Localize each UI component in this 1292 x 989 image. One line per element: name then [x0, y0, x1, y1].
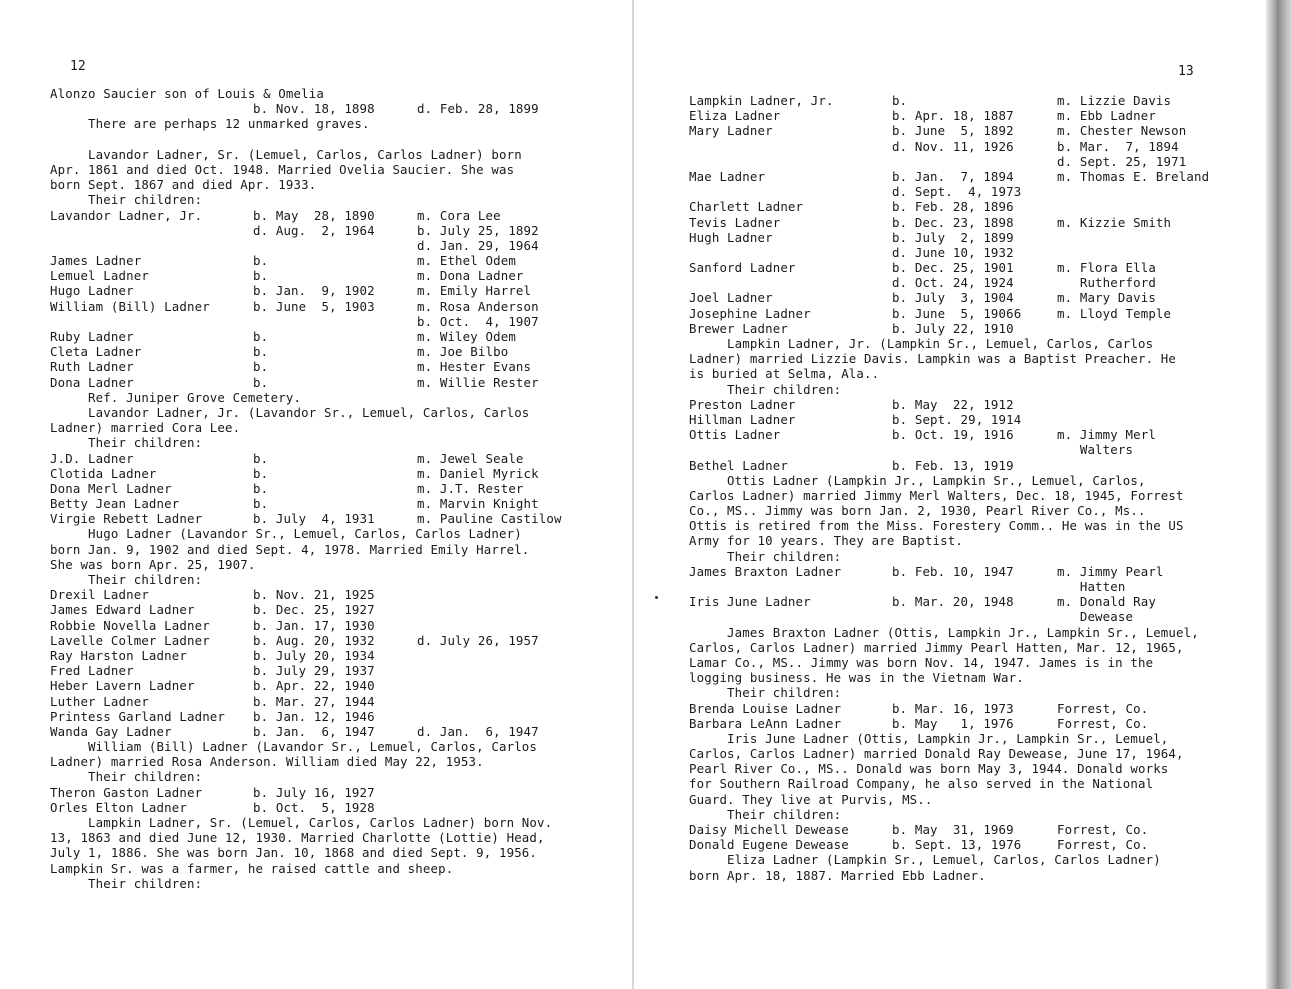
- entry-spouse: m. Cora Lee: [417, 207, 501, 223]
- entry-dates: b. July 3, 1904: [892, 290, 1014, 306]
- entry-spouse: Forrest, Co.: [1057, 837, 1149, 853]
- entry-dates: b.: [892, 93, 908, 108]
- entry-name: Their children:: [50, 192, 203, 208]
- entry-name: Joel Ladner: [689, 290, 773, 306]
- entry-name: Daisy Michell Dewease: [689, 822, 849, 837]
- text-line: [689, 685, 1259, 700]
- text-line: [50, 177, 630, 192]
- text-line: [689, 260, 1259, 275]
- entry-name: Lavandor Ladner, Jr. (Lavandor Sr., Lemuel, Carlos, Carlos: [50, 404, 530, 420]
- entry-name: Ruby Ladner: [50, 329, 134, 344]
- text-line: [689, 412, 1259, 427]
- entry-name: born Sept. 1867 and died Apr. 1933.: [50, 177, 317, 193]
- text-line: [689, 199, 1259, 214]
- text-line: [50, 815, 630, 830]
- entry-spouse: m. Thomas E. Breland: [1057, 168, 1210, 184]
- entry-name: for Southern Railroad Company, he also served in the National: [689, 776, 1154, 792]
- entry-name: Lavandor Ladner, Sr. (Lemuel, Carlos, Carlos Ladner) born: [50, 146, 522, 162]
- text-line: [50, 116, 630, 131]
- entry-name: Pearl River Co., MS.. Donald was born May 3, 1944. Donald works: [689, 761, 1169, 777]
- entry-spouse: m. Jimmy Pearl: [1057, 563, 1164, 579]
- text-line: [689, 427, 1259, 442]
- page-number: 12: [70, 59, 86, 74]
- text-line: [689, 442, 1259, 457]
- entry-name: Cleta Ladner: [50, 344, 142, 360]
- text-line: [50, 618, 630, 633]
- text-line: [50, 511, 630, 526]
- entry-dates: b. Oct. 19, 1916: [892, 427, 1014, 443]
- entry-name: Lavelle Colmer Ladner: [50, 632, 210, 648]
- text-line: [50, 542, 630, 557]
- entry-name: Bethel Ladner: [689, 457, 788, 473]
- entry-name: Ottis Ladner (Lampkin Jr., Lampkin Sr., Lemuel, Carlos,: [689, 472, 1146, 488]
- entry-name: Their children:: [689, 685, 842, 701]
- entry-spouse: m. Ebb Ladner: [1057, 108, 1156, 124]
- entry-spouse: b. July 25, 1892: [417, 222, 539, 238]
- entry-dates: b. May 31, 1969: [892, 822, 1014, 837]
- entry-dates: d. Oct. 24, 1924: [892, 275, 1014, 291]
- entry-dates: b. Jan. 17, 1930: [253, 617, 375, 633]
- entry-dates: b. Mar. 27, 1944: [253, 693, 375, 709]
- entry-name: Ottis is retired from the Miss. Forestery Comm.. He was in the US: [689, 518, 1184, 534]
- text-line: [50, 268, 630, 283]
- entry-name: Their children:: [689, 381, 842, 397]
- entry-name: Dona Merl Ladner: [50, 480, 172, 496]
- text-line: [689, 640, 1259, 655]
- text-line: [50, 739, 630, 754]
- page-gutter: [632, 0, 634, 989]
- entry-name: Lavandor Ladner, Jr.: [50, 207, 203, 223]
- entry-dates: b.: [253, 268, 269, 284]
- text-line: [50, 861, 630, 876]
- text-line: [689, 139, 1259, 154]
- entry-name: Their children:: [50, 875, 203, 891]
- entry-dates: b. Sept. 13, 1976: [892, 837, 1022, 853]
- entry-dates: b. Mar. 20, 1948: [892, 594, 1014, 610]
- entry-name: Luther Ladner: [50, 693, 149, 709]
- entry-name: James Braxton Ladner: [689, 563, 842, 579]
- entry-spouse: m. Dona Ladner: [417, 268, 524, 284]
- text-line: [50, 390, 630, 405]
- entry-name: Guard. They live at Purvis, MS..: [689, 791, 933, 807]
- text-line: [689, 154, 1259, 169]
- entry-dates: b. June 5, 1903: [253, 298, 375, 314]
- entry-spouse: m. Mary Davis: [1057, 290, 1156, 306]
- text-line: [689, 792, 1259, 807]
- text-line: [689, 169, 1259, 184]
- entry-spouse: d. July 26, 1957: [417, 632, 539, 648]
- text-line: [689, 731, 1259, 746]
- text-line: [689, 93, 1259, 108]
- entry-spouse: b. Oct. 4, 1907: [417, 313, 539, 329]
- text-line: [50, 830, 630, 845]
- right-page: [637, 0, 1265, 989]
- entry-dates: b.: [253, 374, 269, 390]
- entry-spouse: m. Chester Newson: [1057, 123, 1187, 139]
- scan-edge: [1266, 0, 1292, 989]
- text-line: [50, 344, 630, 359]
- entry-dates: b. Apr. 18, 1887: [892, 108, 1014, 124]
- left-page: [0, 0, 635, 989]
- entry-spouse: Dewease: [1057, 609, 1134, 625]
- entry-dates: b. June 5, 1892: [892, 123, 1014, 139]
- text-line: [689, 184, 1259, 199]
- entry-spouse: m. Emily Harrel: [417, 283, 532, 299]
- entry-dates: b. Jan. 12, 1946: [253, 708, 375, 724]
- entry-name: James Ladner: [50, 253, 142, 269]
- text-line: [50, 223, 630, 238]
- entry-name: Their children:: [50, 435, 203, 451]
- text-line: [50, 283, 630, 298]
- entry-spouse: m. Jimmy Merl: [1057, 427, 1156, 443]
- text-line: [50, 769, 630, 784]
- entry-name: Ruth Ladner: [50, 359, 134, 375]
- entry-name: Sanford Ladner: [689, 260, 796, 276]
- text-line: [689, 670, 1259, 685]
- entry-dates: b.: [253, 465, 269, 481]
- text-line: [50, 451, 630, 466]
- text-line: [50, 192, 630, 207]
- entry-name: Their children:: [50, 769, 203, 785]
- text-line: [50, 845, 630, 860]
- text-line: [689, 807, 1259, 822]
- entry-name: Lampkin Sr. was a farmer, he raised cattle and sheep.: [50, 860, 454, 876]
- text-line: [50, 557, 630, 572]
- text-line: [689, 473, 1259, 488]
- entry-name: Orles Elton Ladner: [50, 799, 187, 815]
- entry-name: Fred Ladner: [50, 663, 134, 679]
- text-line: [689, 701, 1259, 716]
- text-line: [689, 108, 1259, 123]
- text-line: [689, 351, 1259, 366]
- text-line: [689, 230, 1259, 245]
- entry-name: Lampkin Ladner, Jr. (Lampkin Sr., Lemuel, Carlos, Carlos: [689, 336, 1154, 351]
- entry-spouse: m. Rosa Anderson: [417, 298, 539, 314]
- entry-dates: b. Feb. 28, 1896: [892, 199, 1014, 215]
- entry-name: Iris June Ladner: [689, 594, 811, 610]
- entry-name: James Braxton Ladner (Ottis, Lampkin Jr., Lampkin Sr., Lemuel,: [689, 624, 1199, 640]
- entry-name: Lamar Co., MS.. Jimmy was born Nov. 14, 1947. James is in the: [689, 654, 1154, 670]
- entry-name: Their children:: [689, 548, 842, 564]
- entry-dates: d. Sept. 4, 1973: [892, 184, 1022, 200]
- entry-name: Betty Jean Ladner: [50, 496, 180, 512]
- text-line: [50, 101, 630, 116]
- text-line: [50, 785, 630, 800]
- text-line: [689, 625, 1259, 640]
- entry-name: Army for 10 years. They are Baptist.: [689, 533, 963, 549]
- entry-name: Heber Lavern Ladner: [50, 678, 195, 694]
- entry-spouse: m. Joe Bilbo: [417, 344, 509, 360]
- text-line: [689, 746, 1259, 761]
- entry-spouse: m. Daniel Myrick: [417, 465, 539, 481]
- entry-spouse: m. Hester Evans: [417, 359, 532, 375]
- text-line: [50, 496, 630, 511]
- entry-name: William (Bill) Ladner (Lavandor Sr., Lemuel, Carlos, Carlos: [50, 739, 538, 755]
- entry-name: July 1, 1886. She was born Jan. 10, 1868 and died Sept. 9, 1956.: [50, 845, 538, 861]
- text-line: [689, 275, 1259, 290]
- entry-name: Eliza Ladner (Lampkin Sr., Lemuel, Carlos, Carlos Ladner): [689, 852, 1161, 868]
- entry-dates: b. Dec. 23, 1898: [892, 214, 1014, 230]
- entry-dates: b. Jan. 7, 1894: [892, 168, 1014, 184]
- entry-name: Apr. 1861 and died Oct. 1948. Married Ovelia Saucier. She was: [50, 161, 515, 177]
- entry-name: Their children:: [689, 806, 842, 822]
- entry-name: Hugh Ladner: [689, 229, 773, 245]
- entry-name: Co., MS.. Jimmy was born Jan. 2, 1930, Pearl River Co., Ms..: [689, 503, 1146, 519]
- text-line: [689, 245, 1259, 260]
- entry-name: Printess Garland Ladner: [50, 708, 226, 724]
- entry-dates: b. July 4, 1931: [253, 511, 375, 527]
- entry-spouse: m. Pauline Castilow: [417, 511, 562, 527]
- entry-spouse: d. Jan. 29, 1964: [417, 237, 539, 253]
- text-line: [689, 852, 1259, 867]
- text-line: [689, 655, 1259, 670]
- text-line: [50, 359, 630, 374]
- text-line: [689, 868, 1259, 883]
- entry-dates: b. Feb. 10, 1947: [892, 563, 1014, 579]
- entry-dates: b. Jan. 6, 1947: [253, 723, 375, 739]
- entry-name: Preston Ladner: [689, 396, 796, 412]
- entry-dates: d. Aug. 2, 1964: [253, 222, 375, 238]
- entry-name: Lemuel Ladner: [50, 268, 149, 284]
- text-line: [689, 321, 1259, 336]
- text-line: [50, 481, 630, 496]
- text-line: [689, 123, 1259, 138]
- entry-name: Ladner) married Lizzie Davis. Lampkin was a Baptist Preacher. He: [689, 351, 1177, 367]
- entry-dates: b.: [253, 344, 269, 360]
- entry-name: Josephine Ladner: [689, 305, 811, 321]
- entry-name: Hugo Ladner (Lavandor Sr., Lemuel, Carlos, Carlos Ladner): [50, 526, 522, 542]
- entry-dates: b. Mar. 16, 1973: [892, 700, 1014, 716]
- entry-dates: b. May 28, 1890: [253, 207, 375, 223]
- entry-name: 13, 1863 and died June 12, 1930. Married Charlotte (Lottie) Head,: [50, 830, 545, 846]
- entry-dates: b.: [253, 450, 269, 466]
- text-line: [50, 329, 630, 344]
- entry-name: Ref. Juniper Grove Cemetery.: [50, 389, 302, 405]
- entry-name: Brenda Louise Ladner: [689, 700, 842, 716]
- text-line: [50, 405, 630, 420]
- entry-name: Carlos Ladner) married Jimmy Merl Walters, Dec. 18, 1945, Forrest: [689, 487, 1184, 503]
- entry-name: Ray Harston Ladner: [50, 647, 187, 663]
- entry-name: Wanda Gay Ladner: [50, 723, 172, 739]
- text-line: [50, 724, 630, 739]
- text-line: [50, 86, 630, 101]
- entry-dates: b.: [253, 329, 269, 344]
- text-line: [50, 678, 630, 693]
- entry-name: Theron Gaston Ladner: [50, 784, 203, 800]
- entry-spouse: Rutherford: [1057, 275, 1156, 291]
- entry-dates: b. July 2, 1899: [892, 229, 1014, 245]
- text-line: [50, 709, 630, 724]
- entry-spouse: Forrest, Co.: [1057, 715, 1149, 731]
- text-line: [50, 876, 630, 891]
- entry-name: Carlos, Carlos Ladner) married Jimmy Pearl Hatten, Mar. 12, 1965,: [689, 639, 1184, 655]
- entry-dates: b. Apr. 22, 1940: [253, 678, 375, 694]
- text-line: [689, 503, 1259, 518]
- text-line: [50, 299, 630, 314]
- entry-name: logging business. He was in the Vietnam War.: [689, 670, 1024, 686]
- entry-name: Drexil Ladner: [50, 587, 149, 603]
- text-line: [689, 458, 1259, 473]
- entry-name: Carlos, Carlos Ladner) married Donald Ray Dewease, June 17, 1964,: [689, 746, 1184, 762]
- entry-name: Virgie Rebett Ladner: [50, 511, 203, 527]
- text-line: [50, 602, 630, 617]
- entry-name: Mary Ladner: [689, 123, 773, 139]
- text-line: [50, 162, 630, 177]
- entry-name: She was born Apr. 25, 1907.: [50, 556, 256, 572]
- entry-spouse: b. Mar. 7, 1894: [1057, 138, 1179, 154]
- entry-spouse: Forrest, Co.: [1057, 822, 1149, 837]
- entry-name: William (Bill) Ladner: [50, 298, 210, 314]
- entry-dates: b. July 22, 1910: [892, 320, 1014, 336]
- entry-dates: b. Jan. 9, 1902: [253, 283, 375, 299]
- left-page-text: [50, 86, 630, 891]
- text-line: [50, 663, 630, 678]
- entry-name: J.D. Ladner: [50, 450, 134, 466]
- text-line: [50, 694, 630, 709]
- entry-spouse: d. Jan. 6, 1947: [417, 723, 539, 739]
- entry-name: Barbara LeAnn Ladner: [689, 715, 842, 731]
- entry-dates: b.: [253, 359, 269, 375]
- text-line: [50, 633, 630, 648]
- entry-spouse: d. Feb. 28, 1899: [417, 101, 539, 117]
- text-line: [50, 466, 630, 481]
- page-number: 13: [1178, 64, 1194, 79]
- entry-name: Clotida Ladner: [50, 465, 157, 481]
- text-line: [50, 754, 630, 769]
- entry-name: Mae Ladner: [689, 168, 766, 184]
- entry-name: Ladner) married Rosa Anderson. William died May 22, 1953.: [50, 754, 484, 770]
- entry-dates: b. July 29, 1937: [253, 663, 375, 679]
- entry-dates: b. Nov. 18, 1898: [253, 101, 375, 117]
- entry-name: Donald Eugene Dewease: [689, 837, 849, 853]
- text-line: [689, 594, 1259, 609]
- entry-spouse: m. Wiley Odem: [417, 329, 516, 344]
- text-line: [50, 587, 630, 602]
- entry-name: Tevis Ladner: [689, 214, 781, 230]
- entry-name: born Apr. 18, 1887. Married Ebb Ladner.: [689, 867, 986, 883]
- text-line: [689, 549, 1259, 564]
- text-line: [689, 609, 1259, 624]
- entry-spouse: m. Lizzie Davis: [1057, 93, 1172, 108]
- text-line: [50, 238, 630, 253]
- text-line: [50, 435, 630, 450]
- entry-spouse: m. Marvin Knight: [417, 496, 539, 512]
- entry-spouse: m. Willie Rester: [417, 374, 539, 390]
- entry-dates: b.: [253, 496, 269, 512]
- text-line: [689, 382, 1259, 397]
- entry-name: born Jan. 9, 1902 and died Sept. 4, 1978. Married Emily Harrel.: [50, 541, 530, 557]
- entry-dates: b. Oct. 5, 1928: [253, 799, 375, 815]
- text-line: [689, 533, 1259, 548]
- text-line: [689, 397, 1259, 412]
- entry-dates: b. July 20, 1934: [253, 647, 375, 663]
- entry-dates: b. Dec. 25, 1927: [253, 602, 375, 618]
- text-line: [50, 375, 630, 390]
- entry-spouse: m. Lloyd Temple: [1057, 305, 1172, 321]
- text-line: [689, 215, 1259, 230]
- text-line: [689, 306, 1259, 321]
- entry-dates: b. Dec. 25, 1901: [892, 260, 1014, 276]
- entry-dates: b.: [253, 253, 269, 269]
- entry-dates: b. Nov. 21, 1925: [253, 587, 375, 603]
- entry-dates: b. Feb. 13, 1919: [892, 457, 1014, 473]
- entry-name: Their children:: [50, 572, 203, 587]
- entry-name: Iris June Ladner (Ottis, Lampkin Jr., Lampkin Sr., Lemuel,: [689, 730, 1169, 746]
- entry-dates: b. Sept. 29, 1914: [892, 411, 1022, 427]
- entry-name: Hugo Ladner: [50, 283, 134, 299]
- entry-name: Dona Ladner: [50, 374, 134, 390]
- text-line: [689, 716, 1259, 731]
- entry-dates: d. Nov. 11, 1926: [892, 138, 1014, 154]
- text-line: [50, 648, 630, 663]
- entry-spouse: m. J.T. Rester: [417, 480, 524, 496]
- text-line: [50, 572, 630, 587]
- text-line: [50, 420, 630, 435]
- entry-dates: b. Aug. 20, 1932: [253, 632, 375, 648]
- text-line: [689, 366, 1259, 381]
- entry-name: Ottis Ladner: [689, 427, 781, 443]
- entry-dates: b.: [253, 480, 269, 496]
- entry-name: is buried at Selma, Ala..: [689, 366, 880, 382]
- entry-name: Ladner) married Cora Lee.: [50, 420, 241, 436]
- entry-spouse: m. Kizzie Smith: [1057, 214, 1172, 230]
- text-line: [50, 800, 630, 815]
- text-line: [689, 837, 1259, 852]
- entry-spouse: m. Jewel Seale: [417, 450, 524, 466]
- text-line: [689, 822, 1259, 837]
- entry-dates: b. June 5, 19066: [892, 305, 1022, 321]
- entry-name: Brewer Ladner: [689, 320, 788, 336]
- entry-dates: b. May 22, 1912: [892, 396, 1014, 412]
- text-line: [689, 336, 1259, 351]
- text-line: [50, 147, 630, 162]
- entry-name: There are perhaps 12 unmarked graves.: [50, 116, 370, 132]
- text-line: [689, 564, 1259, 579]
- entry-dates: d. June 10, 1932: [892, 244, 1014, 260]
- entry-spouse: m. Ethel Odem: [417, 253, 516, 269]
- entry-spouse: d. Sept. 25, 1971: [1057, 153, 1187, 169]
- entry-name: Lampkin Ladner, Jr.: [689, 93, 834, 108]
- text-line: [50, 526, 630, 541]
- entry-spouse: Walters: [1057, 442, 1134, 458]
- entry-spouse: m. Donald Ray: [1057, 594, 1156, 610]
- entry-name: Eliza Ladner: [689, 108, 781, 124]
- text-line: [689, 776, 1259, 791]
- entry-spouse: Forrest, Co.: [1057, 700, 1149, 716]
- entry-spouse: Hatten: [1057, 579, 1126, 594]
- text-line: [50, 132, 630, 147]
- entry-name: Lampkin Ladner, Sr. (Lemuel, Carlos, Carlos Ladner) born Nov.: [50, 815, 553, 830]
- text-line: [689, 290, 1259, 305]
- text-line: [689, 579, 1259, 594]
- entry-dates: b. July 16, 1927: [253, 784, 375, 800]
- text-line: [689, 761, 1259, 776]
- right-page-text: [689, 93, 1259, 883]
- text-line: [50, 253, 630, 268]
- entry-name: Hillman Ladner: [689, 411, 796, 427]
- entry-name: Alonzo Saucier son of Louis & Omelia: [50, 86, 324, 101]
- text-line: [50, 208, 630, 223]
- text-line: [689, 518, 1259, 533]
- entry-name: Charlett Ladner: [689, 199, 804, 215]
- entry-spouse: m. Flora Ella: [1057, 260, 1156, 276]
- text-line: [50, 314, 630, 329]
- entry-name: Robbie Novella Ladner: [50, 617, 210, 633]
- entry-name: James Edward Ladner: [50, 602, 195, 618]
- entry-dates: b. May 1, 1976: [892, 715, 1014, 731]
- text-line: [689, 488, 1259, 503]
